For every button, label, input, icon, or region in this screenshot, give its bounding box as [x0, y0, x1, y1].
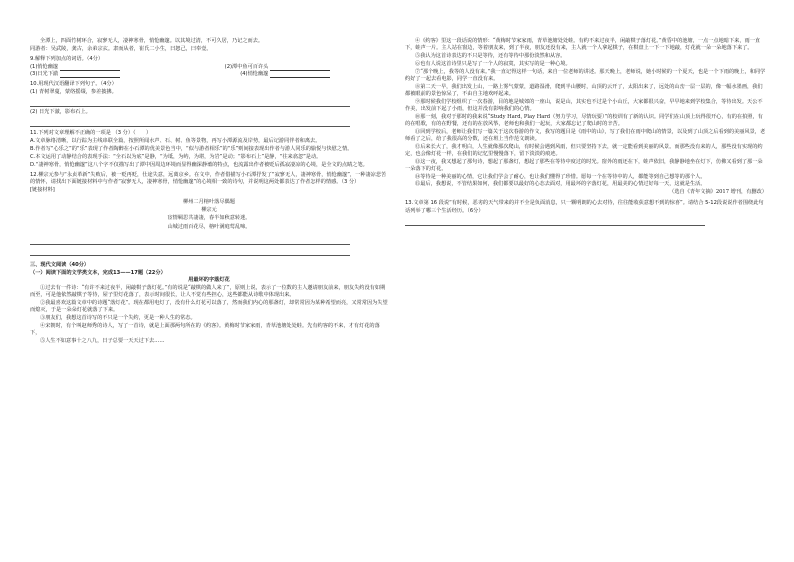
poem-line-2: 山城过雨百花尽，榕叶满庭莺乱啼。 [167, 223, 251, 230]
article-title: 用最坏的字落灯花 [188, 277, 230, 284]
q10-sentence-2: (2) 日光下澈，影布石上。 [30, 109, 91, 116]
q9-answer-4[interactable] [270, 72, 330, 78]
right-para-8: ⑪回到学校后，老师让我们写一篇关于这次春游的作文，我写的题目是《雨中的山》，写了我们在雨中爬山的情景，以及到了山顶之后看到的美丽风景，老师看了之后，给了我很高的分数，还在班上当作范文朗读。 [405, 128, 766, 142]
q9-row-1 [30, 64, 330, 71]
right-para-5: ⑧第二天一早，我们出发上山，一路上雾气蒙蒙，道路湿滑，爬到半山腰时，山顶的云开了，太阳出来了，远处的山峦一层一层的，像一幅水墨画，我们都被眼前的景色惊呆了，不由自主地欢呼起来。 [405, 83, 763, 97]
q12-answer-line-1[interactable] [30, 236, 350, 245]
section3-subtitle: （一）阅读下面的文学类文本，完成13——17题（22分） [30, 269, 166, 276]
q9-title: 9.解释下列加点的词语。（4分） [30, 56, 104, 62]
right-para-6: ⑨那时候我们学校组织了一次春游，目的地是城郊的一座山，说是山，其实也不过是个小山丘，大家都很兴奋，早早地来到学校集合，等待出发。天公不作美，出发前下起了小雨，但这并没有影响我们的心情。 [405, 98, 763, 112]
poem-author: 柳宗元 [201, 207, 217, 214]
right-para-12: ⑮最后，我想说，不管结果如何，我们都要以最好的心态去面对，用最坏的字落灯花，用最美的心情过好每一天，这就是生活。 [415, 181, 706, 188]
article-source: （选自《青年文摘》2017 增刊，有删改） [669, 189, 767, 196]
q12-text: 12.柳宗元参与“永贞革新”失败后，被一贬再贬，仕途失意，远离京乡。在文中，作者借描写小石潭抒发了“寂寥无人，凄神寒骨，悄怆幽邃”，一种凄凉悲苦的情怀，请找出下面链接材料中与作者“寂寥无人，凄神寒骨，悄怆幽邃”的心境相一致的诗句，并说明这两处都表达了作者怎样的情感。（3 分） [30, 171, 387, 185]
q11-option-a: A.文章脉络清晰，以行踪为主线串联全篇，按照所闻水声、石、树、鱼等景物，再写小潭源流及岸势，最后记游同伴者和离去。 [30, 138, 321, 145]
right-para-9: ⑫后来长大了，我才明白，人生就像那次爬山，有时候会遇到风雨，但只要坚持下去，就一定能看到美丽的风景。而那些没有来的人，那些没有实现的约定，也会像灯花一样，在我们的记忆里慢慢落下，留下淡淡的痕迹。 [405, 143, 763, 157]
right-para-10: ⑬这一夜，我又想起了那句诗，想起了那盏灯，想起了那些在等待中度过的时光。窗外的雨还在下，蛙声依旧，我静静地坐在灯下，仿佛又看到了那一朵一朵落下的灯花。 [405, 158, 763, 172]
right-para-1: ④《约客》里这一段话说的情形：“黄梅时节家家雨，青草池塘处处蛙。有约不来过夜半，闲敲棋子落灯花。”黄昏中的池塘，一点一点地暗下来，雨一直下，蛙声一片。主人站在窗边，等着朋友来，到了半夜，朋友还没有来，主人就一个人拿起棋子，在棋盘上一下一下地敲，灯花就一朵一朵地落下来了。 [405, 38, 761, 52]
q10-title: 10.用现代汉语翻译下列句子。（4分） [30, 81, 117, 88]
article-para-1: ①过去有一件诗：“有许不来过夜半，闲敲棋子落灯花。”有的说是“敲棋的做人来了”，原则上说，表示了一位数的主人邀请朋友前来，朋友失约没有如期而至，可是他依然敲棋子等待，屋子里灯花落了，表示时间很长，让人不觉有些担心，这些都能从诗歌中体现出来。 [30, 285, 386, 299]
q13-answer-line[interactable] [405, 217, 705, 226]
q13-text: 13.文章第 16 段说“有时候，恶劣的天气带来的并不全是负面消息，只一颗明朗的心去对待，往往能收获意想不到的惊喜”。请结合 5-12段说说作者围绕此句话列举了哪三个生活经历。（6分） [405, 200, 764, 214]
poem-line-1: 宦情羁思共凄凄，春半如秋意转迷。 [167, 215, 251, 222]
poem [30, 199, 388, 231]
q11-option-d: D.“凄神寒骨，悄怆幽邃”这八个字不仅描写出了潭中因周边环境而显得幽深静谧的特点，也流露出作者被贬后孤寂凄凉的心境，是全文的点睛之笔。 [30, 161, 368, 168]
q11-option-b: B.作者写“心乐之”的“乐”表现了作者陶醉在小石潭的优美景色当中，“似与游者相乐”的“乐”则间接表现出作者与游人同乐的愉悦与快慰之情。 [30, 146, 353, 152]
right-para-11: ⑭等待是一种美丽的心情，它让我们学会了耐心，也让我们懂得了珍惜。愿每一个在等待中的人，都能等到自己想等的那个人。 [415, 173, 706, 180]
right-para-4: ⑦“那个晚上，我等的人没有来。”我一直记得这样一句话，来自一位老师的讲述。那天晚上，老师说，她小时候的一个夏天，也是一个下雨的晚上，和同学约好了一起去看电影，同学一直没有来。 [405, 68, 766, 82]
q9-answer-3[interactable] [60, 72, 120, 78]
q10-answer-line-1[interactable] [30, 98, 350, 107]
q9-item-2: (2)潭中鱼可百许头 [224, 63, 269, 70]
article-para-4: ④宋朝时，有个叫赵师秀的诗人，写了一首诗，就是上面那两句所在的《约客》。黄梅时节家家雨，青草池塘处处蛙。先有约客的不来，才有灯花的落下， [30, 323, 380, 337]
left-column [30, 38, 388, 346]
q9-row-2 [30, 71, 330, 78]
right-para-2: ⑤我认为这首诗表达的不只是等待，还有等待中那份淡然和从容。 [415, 53, 566, 59]
article-para-2: ②我最喜欢这篇文章中的诗题“落灯花”。现在都用电灯了，没有什么灯花可以落了，然而我们内心的那盏灯，却常常因为某种希望而亮，又常常因为失望而熄灭，于是一朵朵灯花就落了下来。 [30, 300, 388, 314]
q11-title: 11.下列对文章理解不正确的一项是 （3 分）（ ） [30, 130, 152, 137]
q9-item-4: (4)悄怆幽邃 [240, 71, 269, 77]
section3-title: 三、现代文阅读（40分） [30, 261, 90, 268]
q10-answer-line-2[interactable] [30, 118, 350, 127]
q10-sentence-1: (1) 青树翠蔓，蒙络摇缀，参差披拂。 [30, 89, 117, 95]
poem-title: 柳州二月榕叶落尽偶题 [183, 199, 235, 205]
article-para-3: ③朋友们，我想这首诗写的不只是一个失约，更是一种人生的常态。 [40, 315, 196, 322]
q12-answer-line-2[interactable] [30, 247, 350, 256]
intro-line-2: 同游者：吴武陵，龚古，余弟宗玄。隶而从者，崔氏二小生，曰恕己，曰奉壹。 [30, 45, 212, 52]
right-para-7: ⑩那一刻，我对于那时的我来说“Study Hard, Play Hard（努力学习，尽情玩耍）”的校训有了新的认识。同学们在山顶上玩得很开心，有的在拍照，有的在唱歌，有的在野餐，还有的在放风筝，老师也和我们一起玩，大家都忘记了爬山时的辛苦。 [405, 113, 763, 127]
right-para-3: ⑥也有人说这首诗里只是写了一个人的寂寞，其实写的是一种心境。 [415, 60, 571, 67]
intro-line-1: 全潭上，四面竹树环合，寂寥无人，凄神寒骨，悄怆幽邃。以其境过清，不可久居，乃记之而去。 [40, 38, 264, 44]
q9-item-3: (3)日光下澈 [30, 71, 59, 77]
q9-item-1: (1)悄怆幽邃 [30, 63, 59, 70]
q12-link-label: [链接材料] [30, 186, 55, 193]
q11-option-c: C.本文运用了动静结合的表现手法：“全石以为底”是静，“为坻，为屿，为堪，为岩”是动；“影布石上”是静，“往来翕忽”是动。 [30, 153, 322, 160]
article-para-5: ⑤人生不如意事十之八九，日子总要一天天过下去…… [40, 338, 165, 344]
right-column [405, 38, 767, 228]
